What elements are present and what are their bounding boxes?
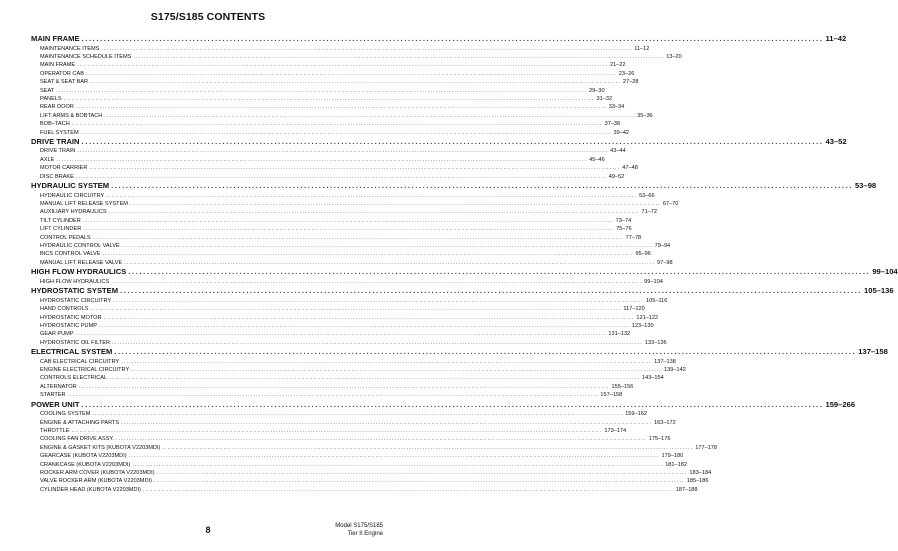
toc-entry (31, 419, 676, 427)
toc-entry-label: STARTER (40, 392, 66, 399)
toc-entry-pages: 27–28 (622, 79, 639, 86)
toc-entry (31, 469, 712, 477)
toc-section-pages: 159–266 (825, 399, 856, 409)
toc-entry (31, 70, 635, 78)
toc-entry-label: HAND CONTROLS (40, 306, 89, 313)
toc-entry-label: CONTROL PEDALS (40, 234, 91, 241)
toc-entry (31, 78, 639, 86)
toc-section (31, 136, 847, 148)
toc-entry-pages: 29–30 (589, 87, 605, 94)
dot-leader: ........................................................................................................................................................................................................ (132, 461, 664, 468)
dot-leader: ........................................................................................................................................................................................................ (124, 259, 656, 266)
dot-leader: ........................................................................................................................................................................................................ (121, 419, 652, 426)
toc-entry-pages: 137–138 (654, 358, 676, 365)
toc-section-label: HYDRAULIC SYSTEM (31, 181, 110, 191)
toc-entry (31, 339, 667, 347)
dot-leader: ........................................................................................................................................................................................................ (156, 469, 688, 476)
toc-entry (31, 208, 658, 216)
dot-leader: ........................................................................................................................................................................................................ (82, 217, 614, 224)
toc-entry-label: HYDROSTATIC OIL FILTER (40, 339, 111, 346)
toc-entry-label: ENGINE & ATTACHING PARTS (40, 419, 120, 426)
toc-entry-pages: 175–176 (648, 436, 671, 443)
toc-entry-pages: 139–142 (664, 367, 686, 374)
toc-entry (31, 330, 631, 338)
toc-entry-label: OPERATOR CAB (40, 70, 84, 77)
dot-leader: ........................................................................................................................................................................................................ (71, 428, 603, 434)
toc-entry (31, 374, 664, 382)
dot-leader: ........................................................................................................................................................................................................ (92, 411, 624, 418)
dot-leader: ........................................................................................................................................................................................................ (90, 306, 622, 313)
toc-entry-pages: 95–96 (635, 251, 651, 258)
dot-leader: ........................................................................................................................................................................................................ (80, 129, 612, 136)
toc-entry-pages: 11–12 (634, 45, 650, 52)
toc-entry-label: MANUAL LIFT RELEASE SYSTEM (40, 201, 128, 208)
dot-leader: ........................................................................................................................................................................................................ (142, 486, 674, 493)
toc-entry-label: MAINTENANCE SCHEDULE ITEMS (40, 53, 132, 60)
toc-entry-pages: 37–38 (604, 121, 621, 128)
toc-entry (31, 95, 613, 103)
toc-entry-label: HIGH FLOW HYDRAULICS (40, 278, 110, 285)
toc-entry-label: MAIN FRAME (40, 62, 76, 69)
toc-entry-label: ROCKER ARM COVER (KUBOTA V2203MDI) (40, 469, 155, 476)
toc-entry-pages: 121–122 (636, 314, 659, 321)
toc-entry-label: SEAT & SEAT BAR (40, 79, 89, 86)
toc-entry-label: HYDRAULIC CIRCUITRY (40, 192, 105, 199)
toc-entry-pages: 123–130 (631, 322, 654, 329)
toc-entry-pages: 143–154 (641, 375, 664, 382)
dot-leader: ........................................................................................................................................................................................................ (77, 148, 609, 155)
toc-entry (31, 383, 634, 391)
toc-entry (31, 410, 647, 418)
toc-entry-label: MAINTENANCE ITEMS (40, 45, 100, 52)
dot-leader: ........................................................................................................................................................................................................ (111, 278, 643, 285)
toc-entry-pages: 173–174 (604, 428, 627, 434)
toc-section-pages: 43–52 (825, 136, 847, 146)
toc-entry (31, 112, 653, 120)
toc-entry-pages: 181–182 (665, 461, 687, 468)
toc-section (31, 399, 856, 411)
dot-leader: ........................................................................................................................................................................................................ (75, 173, 607, 180)
toc-entry (31, 147, 626, 155)
toc-entry-label: LIFT ARMS & BOBTACH (40, 112, 103, 119)
toc-entry-label: COOLING FAN DRIVE ASSY. (40, 436, 114, 443)
toc-entry-pages: 35–36 (637, 112, 653, 119)
page-title: S175/S185 CONTENTS (150, 11, 266, 23)
dot-leader: ........................................................................................................................................................................................................ (153, 478, 685, 485)
toc-entry (31, 358, 676, 366)
toc-entry-pages: 31–32 (596, 95, 613, 102)
toc-entry (31, 61, 626, 69)
toc-entry-pages: 99–104 (644, 278, 663, 285)
dot-leader: ........................................................................................................................................................................................................ (56, 156, 588, 163)
toc-entry-pages: 49–52 (608, 173, 625, 180)
dot-leader: ........................................................................................................................................................................................................ (106, 192, 638, 199)
dot-leader: ........................................................................................................................................................................................................ (121, 358, 653, 365)
toc-section (31, 34, 847, 45)
toc-entry (31, 461, 687, 469)
dot-leader: ........................................................................................................................................................................................................ (102, 251, 634, 258)
toc-entry-pages: 53–66 (639, 192, 655, 199)
dot-leader: ........................................................................................................................................................................................................ (85, 70, 617, 77)
dot-leader: ........................................................................................................................................................................................................ (81, 399, 824, 409)
toc-entry (31, 164, 638, 172)
toc-entry-label: COOLING SYSTEM (40, 411, 91, 418)
toc-entry (31, 103, 625, 111)
toc-section-pages: 11–42 (825, 34, 847, 43)
toc-entry-label: HYDROSTATIC CIRCUITRY (40, 297, 112, 304)
toc-entry-label: DRIVE TRAIN (40, 148, 76, 155)
dot-leader: ........................................................................................................................................................................................................ (104, 112, 636, 119)
toc-entry-pages: 21–22 (609, 62, 626, 69)
toc-section-pages: 99–104 (872, 267, 898, 277)
dot-leader: ........................................................................................................................................................................................................ (131, 367, 663, 374)
toc-entry-pages: 133–136 (644, 339, 667, 346)
toc-entry-label: ALTERNATOR (40, 383, 77, 390)
toc-entry (31, 278, 663, 286)
toc-section-label: HYDROSTATIC SYSTEM (31, 286, 119, 296)
toc-entry (31, 120, 621, 128)
toc-section-pages: 105–136 (864, 286, 894, 296)
toc-entry (31, 391, 623, 399)
toc-entry-pages: 179–180 (661, 453, 684, 460)
dot-leader: ........................................................................................................................................................................................................ (121, 242, 653, 249)
toc-entry-label: HYDRAULIC CONTROL VALVE (40, 242, 120, 249)
dot-leader: ........................................................................................................................................................................................................ (75, 331, 607, 338)
toc-section-pages: 137–158 (858, 347, 888, 357)
toc-entry (31, 250, 651, 258)
toc-entry-pages: 75–76 (616, 226, 632, 233)
toc-entry-label: MOTOR CARRIER (40, 165, 88, 172)
dot-leader: ........................................................................................................................................................................................................ (108, 209, 640, 216)
toc-entry-pages: 183–184 (689, 469, 712, 476)
toc-entry-label: CAB ELECTRICAL CIRCUITRY (40, 358, 120, 365)
toc-entry-pages: 187–188 (675, 486, 698, 493)
table-of-contents (31, 34, 898, 494)
footer-model-info (335, 523, 383, 538)
dot-leader: ........................................................................................................................................................................................................ (114, 347, 857, 357)
toc-entry-label: CRANKCASE (KUBOTA V2203MDI) (40, 461, 131, 468)
toc-entry (31, 444, 718, 452)
toc-section (31, 267, 898, 278)
toc-entry (31, 486, 698, 494)
toc-entry (31, 192, 655, 200)
toc-entry-label: ENGINE ELECTRICAL CIRCUITRY (40, 367, 130, 374)
page-number: 8 (205, 525, 211, 535)
toc-entry-label: MANUAL LIFT RELEASE VALVE (40, 259, 123, 266)
dot-leader: ........................................................................................................................................................................................................ (112, 339, 643, 346)
dot-leader: ........................................................................................................................................................................................................ (98, 322, 630, 329)
toc-entry (31, 435, 671, 443)
dot-leader: ........................................................................................................................................................................................................ (101, 45, 633, 52)
dot-leader: ........................................................................................................................................................................................................ (63, 95, 595, 102)
toc-entry-label: AXLE (40, 156, 55, 163)
toc-entry-pages: 47–48 (622, 165, 638, 172)
toc-entry-label: SEAT (40, 87, 55, 94)
toc-entry-pages: 73–74 (615, 217, 632, 224)
dot-leader: ........................................................................................................................................................................................................ (129, 201, 661, 208)
dot-leader: ........................................................................................................................................................................................................ (133, 53, 665, 60)
toc-entry-pages: 157–158 (600, 392, 623, 399)
toc-entry-label: ENGINE & GASKET KITS (KUBOTA V2203MDI) (40, 444, 161, 451)
toc-entry-pages: 97–98 (657, 259, 673, 266)
toc-section-label: POWER UNIT (31, 399, 80, 409)
toc-section (31, 347, 888, 358)
dot-leader: ........................................................................................................................................................................................................ (77, 62, 608, 69)
toc-entry (31, 217, 632, 225)
dot-leader: ........................................................................................................................................................................................................ (83, 226, 615, 233)
toc-entry-label: GEARCASE (KUBOTA V2203MDI) (40, 453, 127, 460)
toc-entry-label: CYLINDER HEAD (KUBOTA V2203MDI) (40, 486, 141, 493)
toc-entry-label: REAR DOOR (40, 104, 74, 111)
dot-leader: ........................................................................................................................................................................................................ (75, 104, 607, 111)
toc-entry-pages: 13–20 (666, 53, 682, 60)
toc-entry (31, 234, 642, 242)
toc-entry (31, 129, 630, 137)
dot-leader: ........................................................................................................................................................................................................ (103, 314, 635, 321)
toc-entry (31, 200, 679, 208)
toc-entry-label: BICS CONTROL VALVE (40, 251, 101, 258)
dot-leader: ........................................................................................................................................................................................................ (120, 286, 863, 296)
toc-entry-label: PANELS (40, 95, 62, 102)
footer-model-line: Model S175/S185 (335, 523, 383, 529)
toc-entry-label: TILT CYLINDER (40, 217, 81, 224)
toc-entry-label: DISC BRAKE (40, 173, 74, 180)
toc-entry-pages: 77–78 (625, 234, 642, 241)
toc-entry-pages: 71–72 (641, 209, 658, 216)
dot-leader: ........................................................................................................................................................................................................ (67, 392, 599, 399)
dot-leader: ........................................................................................................................................................................................................ (113, 297, 644, 304)
toc-entry-pages: 79–94 (654, 242, 671, 249)
toc-entry-label: THROTTLE (40, 428, 70, 434)
toc-entry (31, 305, 645, 313)
toc-entry (31, 314, 659, 322)
toc-entry-pages: 177–178 (695, 444, 718, 451)
toc-entry-pages: 159–162 (625, 411, 647, 418)
dot-leader: ........................................................................................................................................................................................................ (109, 375, 640, 382)
toc-entry-pages: 131–132 (608, 331, 631, 338)
dot-leader: ........................................................................................................................................................................................................ (71, 121, 603, 128)
toc-section-label: DRIVE TRAIN (31, 136, 80, 146)
dot-leader: ........................................................................................................................................................................................................ (56, 87, 588, 94)
toc-entry (31, 322, 654, 330)
dot-leader: ........................................................................................................................................................................................................ (128, 267, 871, 277)
toc-entry-pages: 163–172 (653, 419, 676, 426)
dot-leader: ........................................................................................................................................................................................................ (162, 444, 694, 451)
dot-leader: ........................................................................................................................................................................................................ (128, 453, 660, 460)
toc-section-label: MAIN FRAME (31, 34, 80, 43)
footer-engine-line: Tier II Engine (347, 530, 383, 537)
toc-entry (31, 87, 605, 95)
toc-entry (31, 297, 668, 305)
toc-entry-pages: 33–34 (608, 104, 625, 111)
dot-leader: ........................................................................................................................................................................................................ (111, 181, 854, 191)
toc-section (31, 286, 894, 297)
dot-leader: ........................................................................................................................................................................................................ (81, 34, 824, 43)
toc-entry-pages: 43–44 (610, 148, 626, 155)
toc-entry (31, 477, 709, 485)
dot-leader: ........................................................................................................................................................................................................ (90, 79, 621, 86)
toc-entry (31, 156, 605, 164)
toc-entry-label: LIFT CYLINDER (40, 226, 82, 233)
toc-entry (31, 242, 671, 250)
toc-entry-label: BOB–TACH (40, 121, 70, 128)
toc-entry (31, 452, 684, 460)
dot-leader: ........................................................................................................................................................................................................ (89, 165, 621, 172)
dot-leader: ........................................................................................................................................................................................................ (81, 136, 824, 146)
dot-leader: ........................................................................................................................................................................................................ (78, 383, 610, 390)
toc-entry-label: AUXILIARY HYDRAULICS (40, 209, 107, 216)
toc-entry-label: CONTROLS ELECTRICAL (40, 375, 108, 382)
dot-leader: ........................................................................................................................................................................................................ (115, 436, 647, 443)
toc-entry (31, 427, 627, 435)
toc-entry-label: FUEL SYSTEM (40, 129, 79, 136)
toc-entry (31, 366, 686, 374)
toc-entry-pages: 67–70 (662, 201, 679, 208)
toc-section-label: ELECTRICAL SYSTEM (31, 347, 113, 357)
toc-section-pages: 53–98 (855, 181, 877, 191)
toc-entry-pages: 105–116 (646, 297, 668, 304)
toc-entry-pages: 39–42 (613, 129, 630, 136)
toc-entry (31, 53, 682, 61)
toc-entry-label: GEAR PUMP (40, 331, 74, 338)
toc-entry (31, 173, 625, 181)
toc-entry (31, 259, 673, 267)
toc-entry-pages: 23–26 (618, 70, 635, 77)
toc-entry-pages: 155–156 (611, 383, 634, 390)
dot-leader: ........................................................................................................................................................................................................ (92, 234, 624, 241)
toc-section (31, 181, 877, 192)
toc-entry-pages: 117–120 (623, 306, 645, 313)
toc-entry-pages: 185–186 (686, 478, 709, 485)
toc-entry-pages: 45–46 (589, 156, 605, 163)
toc-section-label: HIGH FLOW HYDRAULICS (31, 267, 127, 277)
toc-entry-label: HYDROSTATIC PUMP (40, 322, 97, 329)
toc-entry (31, 45, 650, 53)
toc-entry-label: VALVE ROCKER ARM (KUBOTA V2203MDI) (40, 478, 152, 485)
toc-entry (31, 225, 632, 233)
toc-entry-label: HYDROSTATIC MOTOR (40, 314, 102, 321)
